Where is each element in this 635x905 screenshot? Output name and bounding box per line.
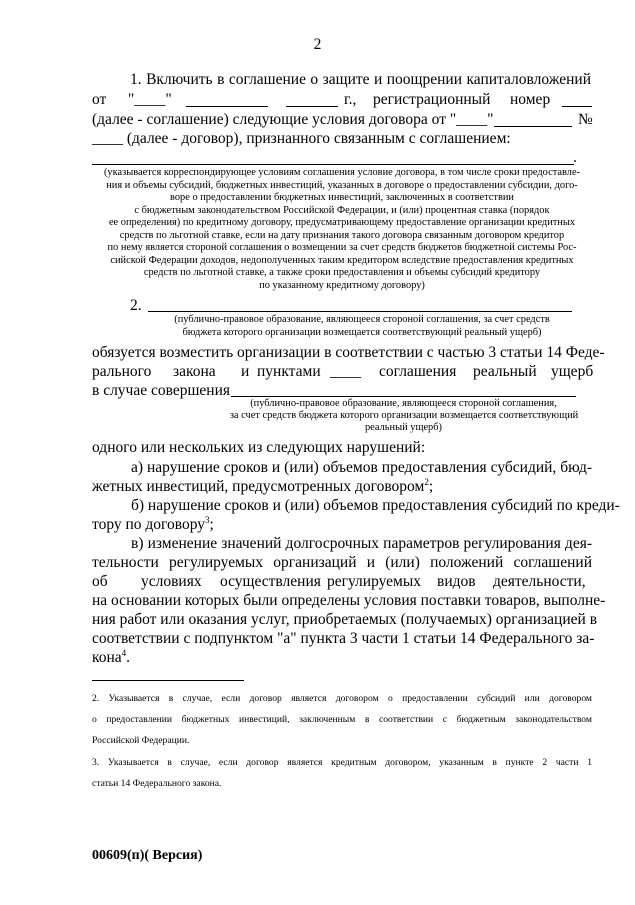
violation-c-line1: в) изменение значений долгосрочных параметров регулирования дея- [131, 535, 592, 552]
violation-c-line7: кона$^4$. [92, 647, 131, 666]
footnote-2-line2: о предоставлении бюджетных инвестиций, заключенным в соответствии с бюджетным законодательством [92, 714, 592, 725]
para1-date-quote: "____" [128, 91, 172, 108]
note-line: ее определения) по кредитному договору, предусматривающему предоставление организации кредитных [108, 217, 576, 228]
period: . [573, 149, 577, 166]
obl-word: рального [92, 363, 152, 380]
violation-c-word: деятельности, [493, 573, 586, 590]
para1-registration: регистрационный [373, 91, 491, 108]
note-line: ния и объемы субсидий, бюджетных инвестиций, указанных в договоре о предоставлении субсидии, дого- [106, 180, 578, 191]
violation-c-word: осуществления [220, 573, 321, 590]
obl-word: закона [173, 363, 216, 380]
page-number: 2 [313, 36, 322, 53]
note-line: средств по льготной ставке, если на дату признания такого договора связанным договором кредитор [119, 230, 565, 241]
note-line: реальный ущерб) [364, 422, 442, 433]
blank-line [286, 106, 338, 107]
obl-word: реальный [473, 363, 537, 380]
footnote-3-line2: статьи 14 Федерального закона. [92, 778, 222, 789]
note-line: средств по льготной ставке, а также сроки предоставления и объемы субсидий кредитору [143, 267, 541, 278]
obl-word: пунктами [257, 363, 321, 380]
document-code: 00609(п)( Версия) [92, 848, 203, 863]
para1-from: от [92, 91, 107, 108]
note-line: воре о предоставлении бюджетных инвестиций, заключенных в соответствии [170, 192, 514, 203]
violation-c-word: регулируемых [327, 573, 422, 590]
note-line: бюджета которого организации возмещается соответствующий реальный ущерб) [182, 327, 542, 338]
note-line: с бюджетным законодательством Российской Федерации, и (или) процентная ставка (порядок [134, 205, 550, 216]
violation-c-line2: тельности регулируемых организаций и (или) положений соглашений [92, 554, 592, 571]
blank-line [186, 106, 268, 107]
fill-line [92, 164, 574, 165]
note-line: (указывается корреспондирующее условиям соглашения условие договора, в том числе сроки предоставле- [103, 167, 581, 178]
note-line: за счет средств бюджета которого организации возмещается соответствующий [229, 410, 579, 421]
obl-word: ____ [330, 363, 361, 380]
note-line: по указанному кредитному договору) [259, 280, 425, 291]
footnote-2-line1: 2. Указывается в случае, если договор является договором о предоставлении субсидий или договором [92, 693, 592, 704]
para1-line1: 1. Включить в соглашение о защите и поощрении капиталовложений [130, 71, 591, 88]
para1-line4: ____ (далее - договор), признанного связанным с соглашением: [92, 130, 511, 147]
para1-number: номер [510, 91, 551, 108]
footnote-2-line3: Российской Федерации. [92, 735, 190, 746]
note-line: по нему является стороной соглашения о возмещении за счет средств бюджетов бюджетной системы Рос- [107, 242, 577, 253]
violation-c-word: условиях [141, 573, 202, 590]
obl-word: и [241, 363, 250, 380]
violation-c-word: об [92, 573, 108, 590]
footnote-separator [92, 680, 244, 681]
obl-word: ущерб [551, 363, 594, 380]
violation-a-line1: а) нарушение сроков и (или) объемов предоставления субсидий, бюд- [131, 459, 592, 476]
obligation-line1: обязуется возместить организации в соответствии с частью 3 статьи 14 Феде- [92, 344, 605, 361]
obligation-line3: в случае совершения [92, 382, 231, 399]
obl-word: соглашения [379, 363, 457, 380]
para1-line3: (далее - соглашение) следующие условия договора от "____" [92, 111, 494, 128]
violation-c-line5: ния работ или оказания услуг, приобретаемых (получаемых) организацией в [92, 611, 598, 628]
violation-c-word: видов [437, 573, 476, 590]
item2-label: 2. [130, 297, 142, 314]
note-line: (публично-правовое образование, являющееся стороной соглашения, за счет средств [174, 314, 550, 325]
blank-line [494, 126, 572, 127]
note-line: (публично-правовое образование, являющееся стороной соглашения, [250, 398, 557, 409]
violation-c-line4: на основании которых были определены условия поставки товаров, выполне- [92, 592, 606, 609]
violation-b-line1: б) нарушение сроков и (или) объемов предоставления субсидий по креди- [131, 497, 620, 514]
violations-intro: одного или нескольких из следующих нарушений: [92, 439, 426, 456]
para1-year: г., [344, 91, 357, 108]
fill-line [148, 311, 572, 312]
fill-line [231, 396, 576, 397]
footnote-3-line1: 3. Указывается в случае, если договор является кредитным договором, указанным в пункте 2 части 1 [92, 757, 592, 768]
blank-line [562, 106, 592, 107]
violation-a-line2: жетных инвестиций, предусмотренных договором$^2$; [92, 476, 434, 495]
para1-number-sign: № [578, 111, 593, 128]
violation-c-line6: соответствии с подпунктом "а" пункта 3 части 1 статьи 14 Федерального за- [92, 630, 595, 647]
violation-b-line2: тору по договору$^3$; [92, 514, 214, 533]
note-line: сийской Федерации доходов, недополученных таким кредитором вследствие предоставления кредитных [110, 255, 574, 266]
